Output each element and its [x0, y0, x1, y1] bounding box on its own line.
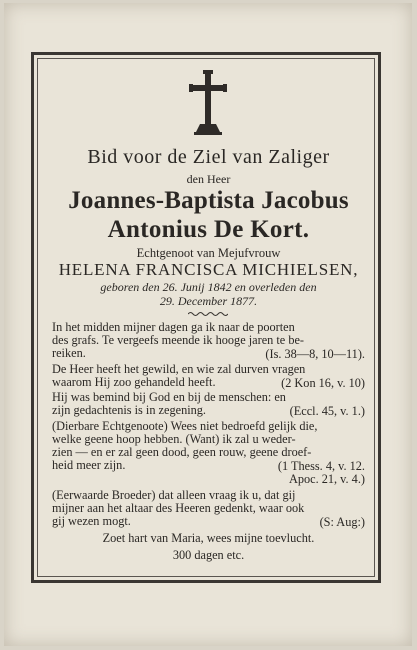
verse-line: Zoet hart van Maria, wees mijne toevlucht. [102, 531, 315, 545]
verse-line: mijner aan het altaar des Heeren gedenkt, waar ook [52, 501, 305, 515]
prayer-heading: Bid voor de Ziel van Zaliger [87, 146, 330, 168]
scripture-reference: (1 Thess. 4, v. 12. [277, 459, 365, 473]
scripture-reference: (2 Kon 16, v. 10) [281, 376, 365, 390]
verse-line: heid meer zijn. [52, 458, 126, 472]
spouse-intro: Echtgenoot van Mejufvrouw [136, 246, 281, 260]
verse-line: (Dierbare Echtgenoote) Wees niet bedroefd gelijk die, [52, 419, 318, 433]
cross-icon [188, 70, 228, 136]
title-den-heer: den Heer [186, 172, 231, 186]
birth-line: geboren den 26. Junij 1842 en overleden den [100, 280, 317, 294]
deceased-name-line2: Antonius De Kort. [107, 216, 310, 243]
deceased-name-line1: Joannes-Baptista Jacobus [68, 187, 349, 214]
verse-line: Hij was bemind bij God en bij de menschen: en [52, 390, 286, 404]
verse-line: (Eerwaarde Broeder) dat alleen vraag ik u, dat gij [52, 488, 296, 502]
verse-line: welke geene hoop hebben. (Want) ik zal u weder- [52, 432, 296, 446]
verse-line: zijn gedachtenis is in zegening. [52, 403, 207, 417]
verse-line: waarom Hij zoo gehandeld heeft. [52, 375, 216, 389]
scripture-reference: Apoc. 21, v. 4.) [288, 472, 365, 486]
verse-line: zien — en er zal geen dood, geen rouw, geene droef- [52, 445, 312, 459]
verse-line: 300 dagen etc. [172, 548, 245, 562]
verse-line: des grafs. Te vergeefs meende ik hooge jaren te be- [52, 333, 305, 347]
scripture-reference: (Is. 38—8, 10—11). [265, 347, 365, 361]
verse-line: gij wezen mogt. [52, 514, 131, 528]
verse-line: reiken. [52, 346, 86, 360]
verse-line: In het midden mijner dagen ga ik naar de poorten [52, 320, 295, 334]
ornament-divider [188, 311, 228, 317]
death-date: 29. December 1877. [159, 294, 258, 308]
spouse-name: HELENA FRANCISCA MICHIELSEN, [58, 260, 359, 279]
scripture-reference: (S: Aug:) [319, 515, 365, 529]
verse-line: De Heer heeft het gewild, en wie zal durven vragen [52, 362, 306, 376]
scripture-reference: (Eccl. 45, v. 1.) [289, 404, 365, 418]
